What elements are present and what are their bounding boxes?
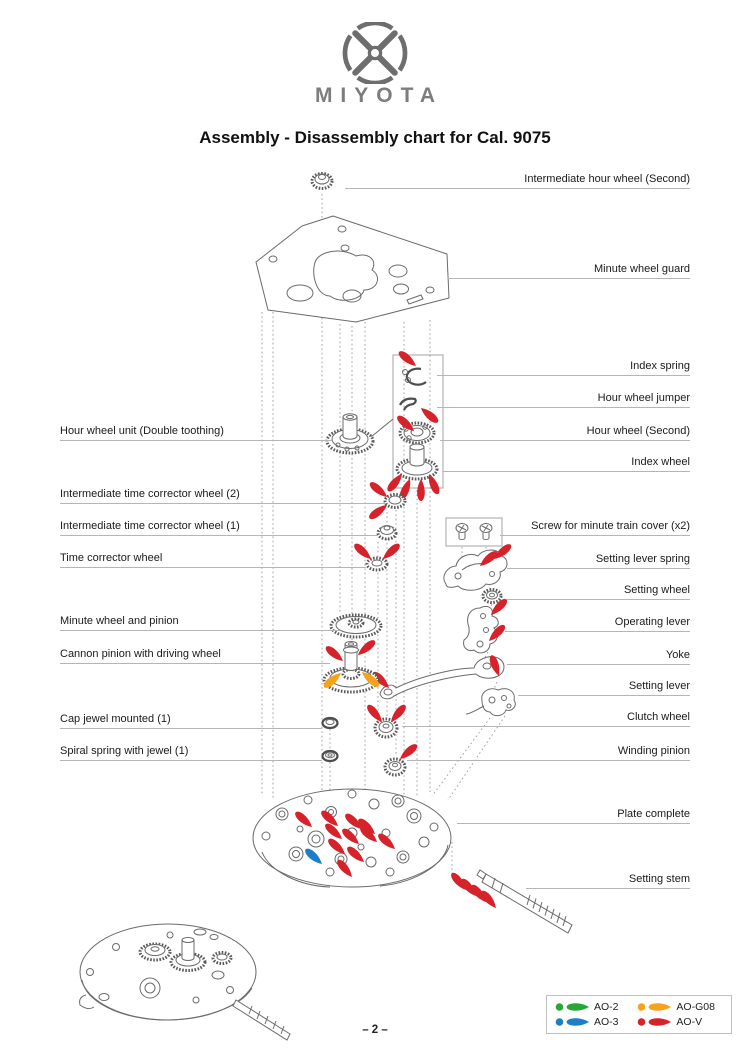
oil-arrow-green-icon xyxy=(555,1002,589,1012)
part-operating-lever xyxy=(464,597,510,653)
label-minute-wheel-and-pinion: Minute wheel and pinion xyxy=(60,615,340,631)
part-index-spring xyxy=(397,349,426,385)
legend-item-aog08 xyxy=(637,1001,723,1013)
miyota-wordmark: MIYOTA xyxy=(314,84,444,107)
label-hour-wheel-jumper: Hour wheel jumper xyxy=(437,392,690,408)
label-setting-lever: Setting lever xyxy=(518,680,690,696)
part-index-wheel xyxy=(385,444,441,501)
part-hour-wheel-unit xyxy=(327,414,393,453)
part-int-time-corrector-wheel-1 xyxy=(378,526,396,540)
label-yoke: Yoke xyxy=(507,649,690,665)
page-number: – 2 – xyxy=(362,1024,388,1036)
label-winding-pinion: Winding pinion xyxy=(407,745,690,761)
label-minute-wheel-guard: Minute wheel guard xyxy=(448,263,690,279)
label-operating-lever: Operating lever xyxy=(505,616,690,632)
part-cap-jewel xyxy=(323,718,338,728)
label-time-corrector-wheel: Time corrector wheel xyxy=(60,552,366,568)
part-screws-minute-train-cover xyxy=(446,518,502,546)
assembled-movement xyxy=(80,924,290,1040)
legend-label-ao3: AO-3 xyxy=(594,1016,619,1028)
part-intermediate-hour-wheel xyxy=(312,174,332,189)
part-spiral-spring xyxy=(323,751,338,761)
part-cannon-pinion xyxy=(322,638,382,692)
label-index-wheel: Index wheel xyxy=(443,456,690,472)
label-setting-lever-spring: Setting lever spring xyxy=(507,553,690,569)
label-setting-stem: Setting stem xyxy=(526,873,690,889)
part-setting-wheel xyxy=(483,590,501,603)
label-hour-wheel-unit: Hour wheel unit (Double toothing) xyxy=(60,425,332,441)
page-title: Assembly - Disassembly chart for Cal. 9075 xyxy=(199,128,551,147)
label-int-time-corrector-wheel-2: Intermediate time corrector wheel (2) xyxy=(60,488,386,504)
label-int-time-corrector-wheel-1: Intermediate time corrector wheel (1) xyxy=(60,520,378,536)
label-clutch-wheel: Clutch wheel xyxy=(402,711,690,727)
label-index-spring: Index spring xyxy=(437,360,690,376)
part-minute-wheel-guard xyxy=(256,216,449,322)
legend-label-aog08: AO-G08 xyxy=(676,1001,715,1013)
legend-label-ao2: AO-2 xyxy=(594,1001,619,1013)
oil-arrow-orange-icon xyxy=(637,1002,671,1012)
part-setting-lever-spring xyxy=(444,542,513,590)
label-cannon-pinion: Cannon pinion with driving wheel xyxy=(60,648,330,664)
label-spiral-spring-with-jewel: Spiral spring with jewel (1) xyxy=(60,745,322,761)
label-screw-minute-train-cover: Screw for minute train cover (x2) xyxy=(500,520,690,536)
label-cap-jewel-mounted: Cap jewel mounted (1) xyxy=(60,713,322,729)
part-plate-complete xyxy=(253,789,451,887)
label-intermediate-hour-wheel-second: Intermediate hour wheel (Second) xyxy=(345,173,690,189)
legend-item-ao2 xyxy=(555,1001,629,1013)
label-plate-complete: Plate complete xyxy=(457,808,690,824)
label-setting-wheel: Setting wheel xyxy=(507,584,690,600)
label-hour-wheel-second: Hour wheel (Second) xyxy=(440,425,690,441)
legend-label-aov: AO-V xyxy=(676,1016,703,1028)
